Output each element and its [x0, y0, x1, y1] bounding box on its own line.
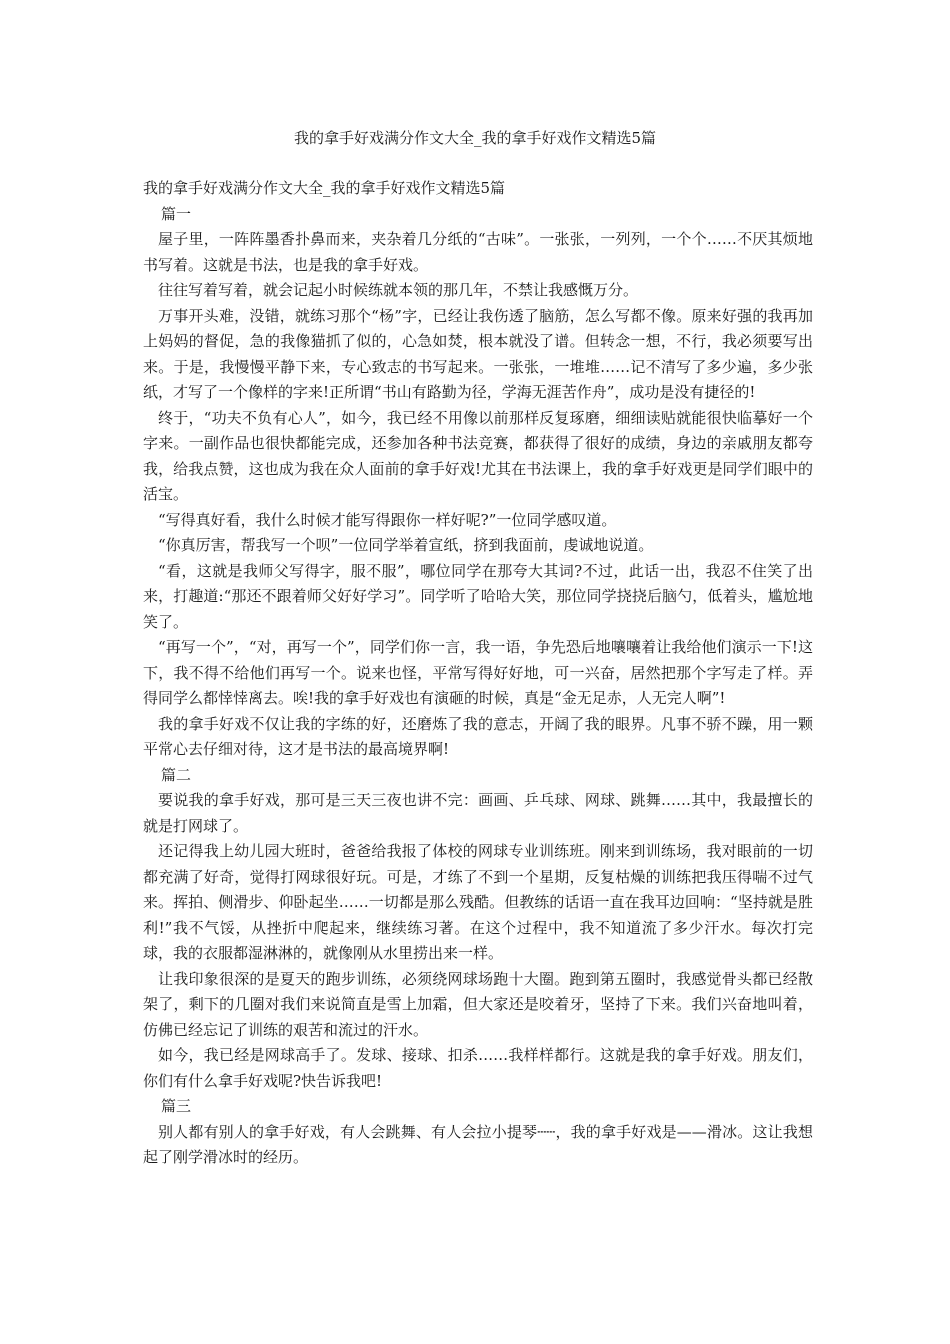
- body-paragraph: 要说我的拿手好戏，那可是三天三夜也讲不完：画画、乒乓球、网球、跳舞……其中，我最擅长的就是打网球了。: [143, 791, 813, 835]
- body-paragraph: 让我印象很深的是夏天的跑步训练，必须绕网球场跑十大圈。跑到第五圈时，我感觉骨头都已经散架了，剩下的几圈对我们来说简直是雪上加霜，但大家还是咬着牙，坚持了下来。我们兴奋地叫着，仿佛已经忘记了训练的艰苦和流过的汗水。: [143, 969, 813, 1039]
- document-body: [143, 176, 813, 1171]
- section-heading: 篇三: [161, 1097, 192, 1115]
- document-title: 我的拿手好戏满分作文大全_我的拿手好戏作文精选5篇: [293, 129, 657, 147]
- body-paragraph: 别人都有别人的拿手好戏，有人会跳舞、有人会拉小提琴┄┄，我的拿手好戏是——滑冰。这让我想起了刚学滑冰时的经历。: [143, 1122, 813, 1166]
- body-paragraph: “再写一个”，“对，再写一个”，同学们你一言，我一语，争先恐后地嚷嚷着让我给他们演示一下!这下，我不得不给他们再写一个。说来也怪，平常写得好好地，可一兴奋，居然把那个字写走了样。弄得同学么都悻悻离去。唉!我的拿手好戏也有演砸的时候，真是“金无足赤，人无完人啊”!: [143, 638, 813, 707]
- body-paragraph: “你真厉害，帮我写一个呗”一位同学举着宣纸，挤到我面前，虔诚地说道。: [158, 536, 654, 554]
- body-paragraph: 屋子里，一阵阵墨香扑鼻而来，夹杂着几分纸的“古味”。一张张，一列列，一个个……不厌其烦地书写着。这就是书法，也是我的拿手好戏。: [143, 230, 813, 274]
- body-paragraph: 如今，我已经是网球高手了。发球、接球、扣杀……我样样都行。这就是我的拿手好戏。朋友们，你们有什么拿手好戏呢?快告诉我吧!: [143, 1046, 813, 1090]
- body-paragraph: 还记得我上幼儿园大班时，爸爸给我报了体校的网球专业训练班。刚来到训练场，我对眼前的一切都充满了好奇，觉得打网球很好玩。可是，才练了不到一个星期，反复枯燥的训练把我压得喘不过气来。挥拍、侧滑步、仰卧起坐……一切都是那么残酷。但教练的话语一直在我耳边回响：“坚持就是胜利!”我不气馁，从挫折中爬起来，继续练习著。在这个过程中，我不知道流了多少汗水。每次打完球，我的衣服都湿淋淋的，就像刚从水里捞出来一样。: [143, 842, 813, 962]
- body-paragraph: “看，这就是我师父写得字，服不服”，哪位同学在那夸大其词?不过，此话一出，我忍不住笑了出来，打趣道:“那还不跟着师父好好学习”。同学听了哈哈大笑，那位同学挠挠后脑勺，低着头，尴尬地笑了。: [143, 561, 813, 631]
- body-paragraph: 终于，“功夫不负有心人”，如今，我已经不用像以前那样反复琢磨，细细读贴就能很快临摹好一个字来。一副作品也很快都能完成，还参加各种书法竞赛，都获得了很好的成绩，身边的亲戚朋友都夸我，给我点赞，这也成为我在众人面前的拿手好戏!尤其在书法课上，我的拿手好戏更是同学们眼中的活宝。: [143, 408, 813, 503]
- document-subtitle: 我的拿手好戏满分作文大全_我的拿手好戏作文精选5篇: [143, 179, 506, 197]
- body-paragraph: “写得真好看，我什么时候才能写得跟你一样好呢?”一位同学感叹道。: [158, 510, 617, 529]
- section-heading: 篇一: [161, 204, 192, 223]
- body-paragraph: 我的拿手好戏不仅让我的字练的好，还磨炼了我的意志，开阔了我的眼界。凡事不骄不躁，用一颗平常心去仔细对待，这才是书法的最高境界啊!: [143, 714, 813, 758]
- body-paragraph: 往往写着写着，就会记起小时候练就本领的那几年，不禁让我感慨万分。: [158, 281, 639, 299]
- section-heading: 篇二: [161, 765, 192, 784]
- body-paragraph: 万事开头难，没错，就练习那个“杨”字，已经让我伤透了脑筋，怎么写都不像。原来好强的我再加上妈妈的督促，急的我像猫抓了似的，心急如焚，根本就没了谱。但转念一想，不行，我必须要写出来。于是，我慢慢平静下来，专心致志的书写起来。一张张，一堆堆……记不清写了多少遍，多少张纸，才写了一个像样的字来!正所谓“书山有路勤为径，学海无涯苦作舟”，成功是没有捷径的!: [143, 306, 813, 401]
